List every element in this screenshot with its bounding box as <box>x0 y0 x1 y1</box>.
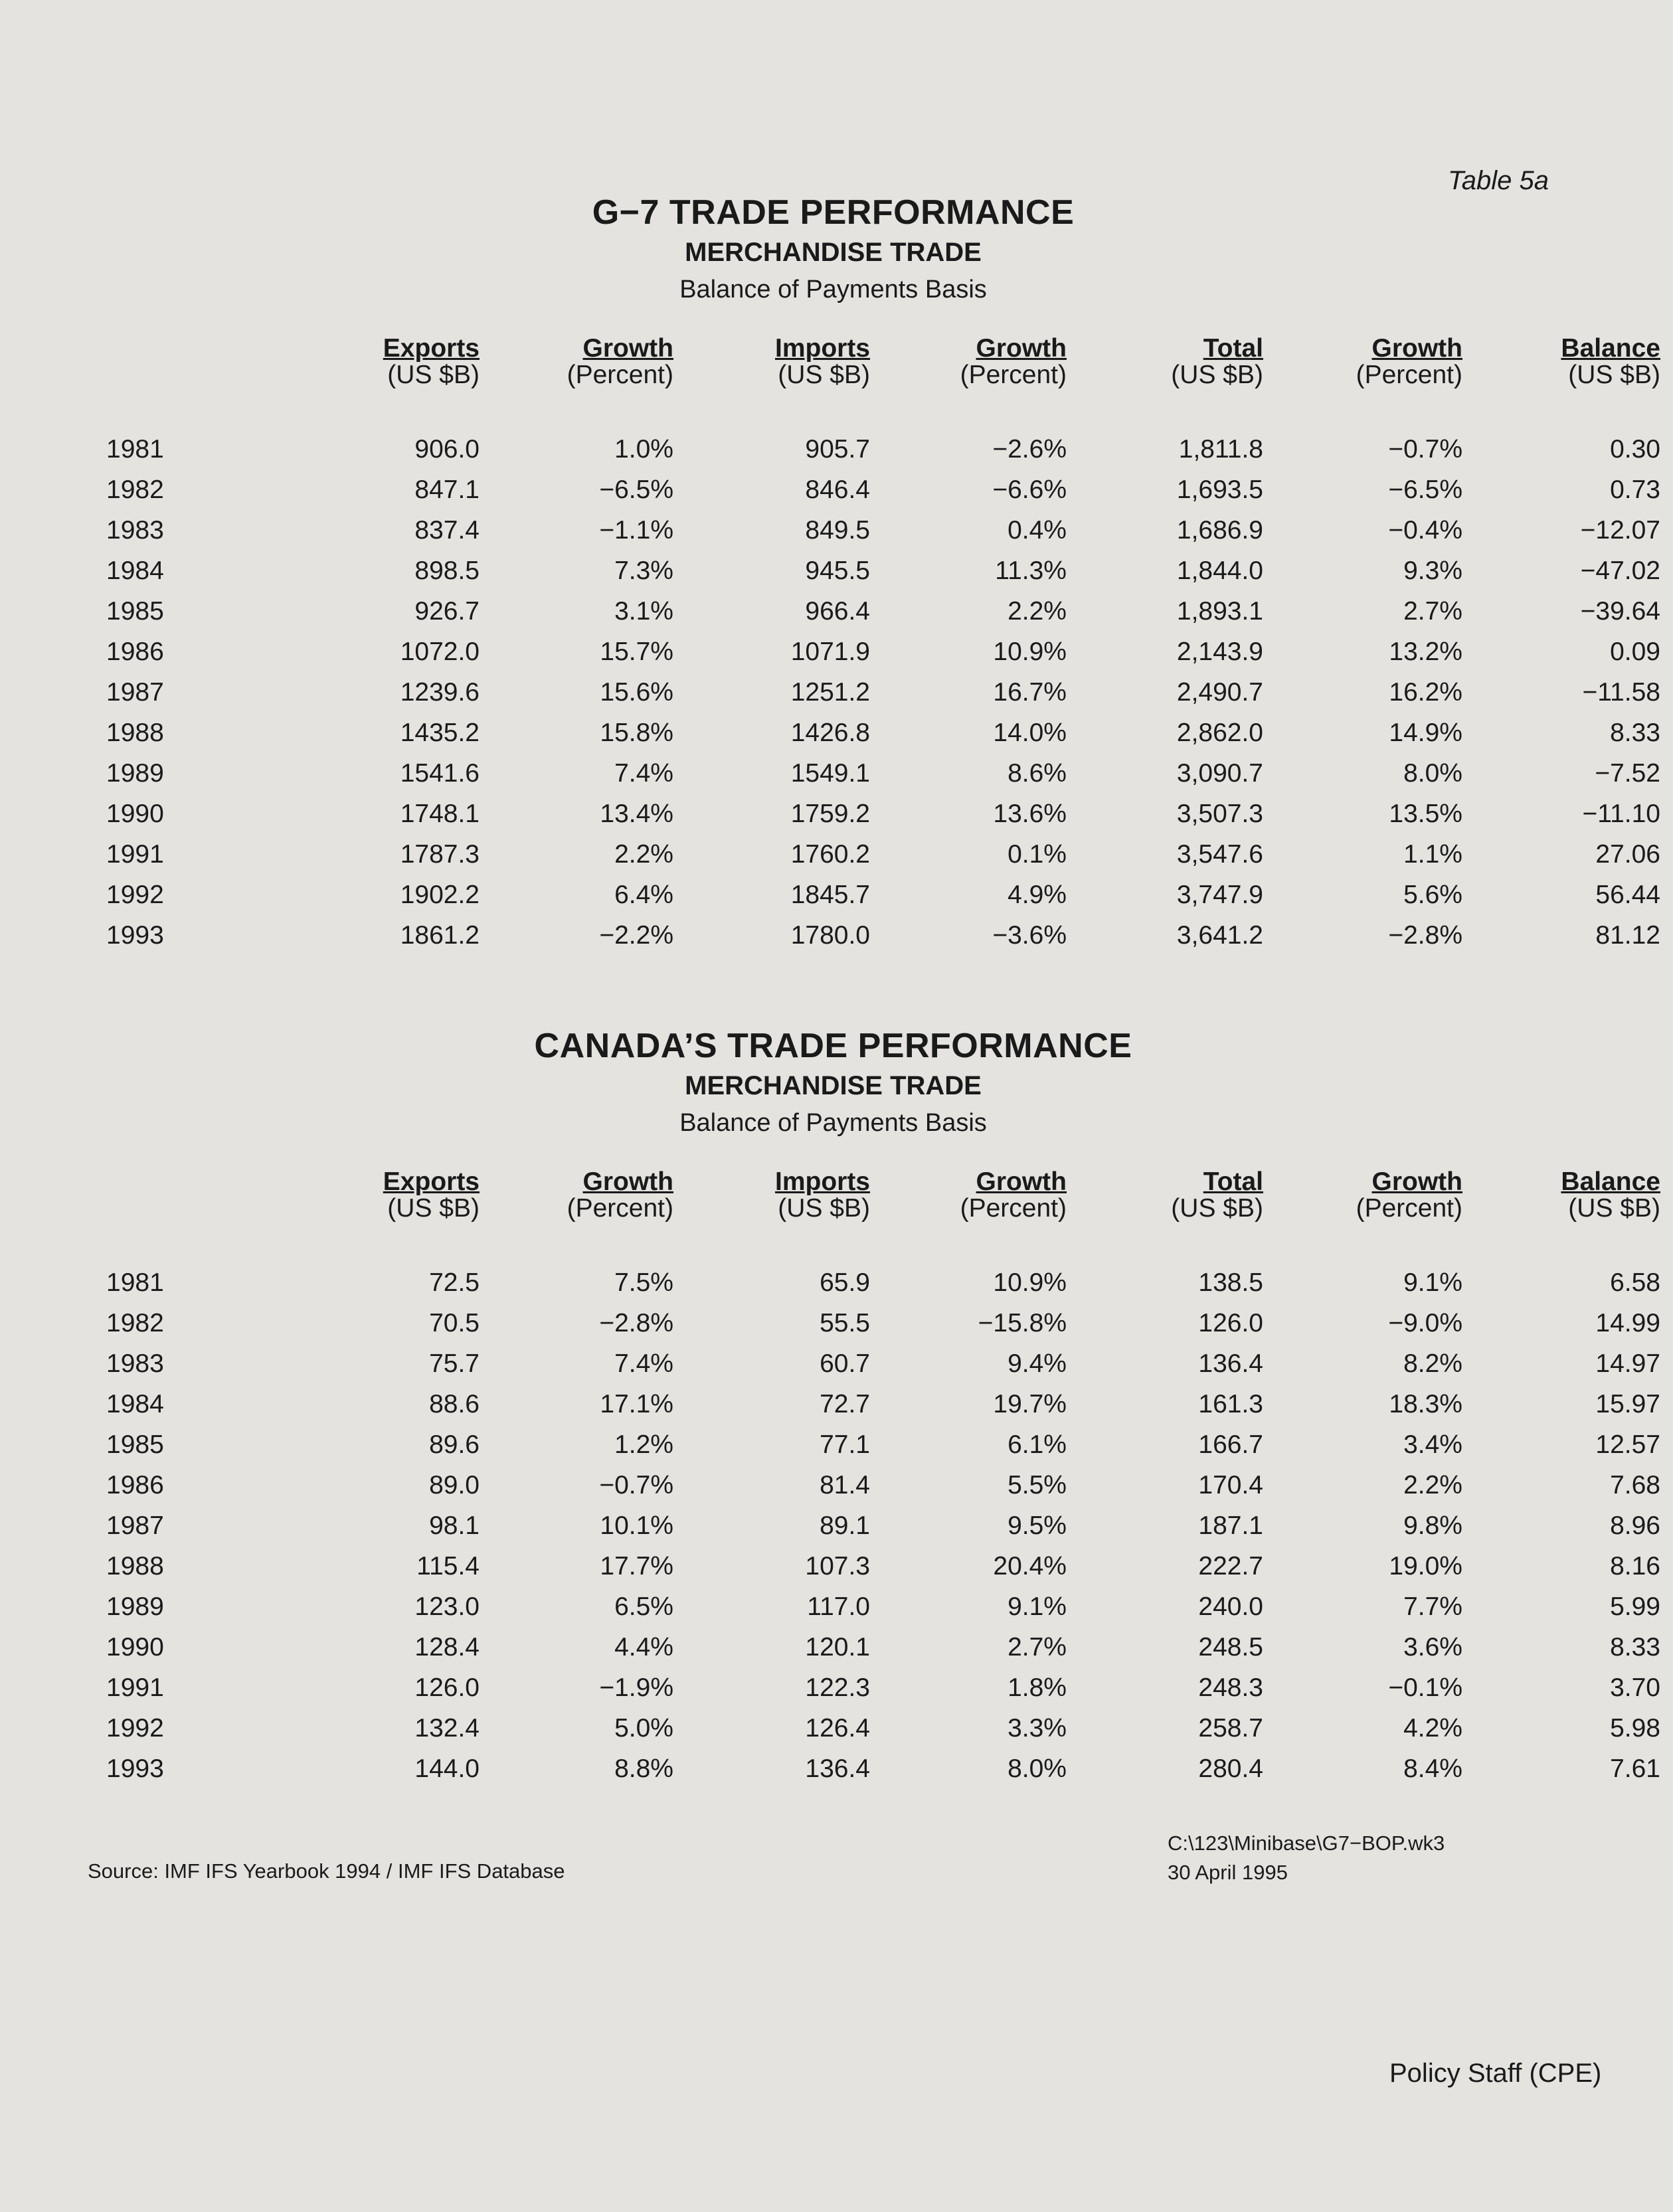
table-row <box>106 1586 1660 1627</box>
table-cell: 12.57 <box>1595 1430 1660 1459</box>
table-cell: 846.4 <box>805 475 870 504</box>
row-year: 1992 <box>106 880 164 909</box>
table-cell: 0.4% <box>1008 515 1067 545</box>
table-cell: 81.4 <box>820 1470 870 1499</box>
table-cell: 16.2% <box>1389 677 1462 707</box>
table-cell: 1,693.5 <box>1176 475 1263 504</box>
row-year: 1988 <box>106 1551 164 1580</box>
table-cell: −9.0% <box>1388 1308 1462 1337</box>
table-cell: 847.1 <box>414 475 480 504</box>
table-cell: 170.4 <box>1198 1470 1263 1499</box>
g7-title: G−7 TRADE PERFORMANCE <box>592 193 1075 232</box>
table-cell: −3.6% <box>992 920 1067 950</box>
table-cell: 1071.9 <box>790 637 870 666</box>
canada-table <box>106 1169 1660 1789</box>
table-cell: 14.97 <box>1595 1349 1660 1378</box>
canada-header-row <box>106 1169 1660 1222</box>
table-cell: 9.8% <box>1403 1511 1462 1540</box>
table-cell: 123.0 <box>414 1592 480 1621</box>
table-cell: 9.5% <box>1008 1511 1067 1540</box>
table-cell: 906.0 <box>414 434 480 464</box>
table-cell: 2,862.0 <box>1176 718 1263 747</box>
row-year: 1992 <box>106 1713 164 1743</box>
table-cell: 2.7% <box>1403 596 1462 626</box>
table-row <box>106 1424 1660 1465</box>
table-cell: −0.1% <box>1388 1673 1462 1702</box>
row-year: 1993 <box>106 1754 164 1783</box>
table-cell: 5.6% <box>1403 880 1462 909</box>
table-cell: 88.6 <box>429 1389 480 1418</box>
table-row <box>106 834 1660 875</box>
table-cell: 240.0 <box>1198 1592 1263 1621</box>
table-cell: −47.02 <box>1580 556 1660 585</box>
row-year: 1989 <box>106 758 164 788</box>
table-cell: 107.3 <box>805 1551 870 1580</box>
table-cell: 70.5 <box>429 1308 480 1337</box>
table-cell: 15.8% <box>600 718 673 747</box>
table-cell: 15.6% <box>600 677 673 707</box>
table-row <box>106 1343 1660 1384</box>
column-header-imports: Imports (US $B) <box>774 1167 870 1223</box>
table-cell: 7.4% <box>614 1349 673 1378</box>
table-cell: 222.7 <box>1198 1551 1263 1580</box>
table-cell: 1541.6 <box>400 758 480 788</box>
table-cell: 1,811.8 <box>1178 434 1263 464</box>
table-cell: 1748.1 <box>400 799 480 828</box>
g7-section <box>0 193 1673 304</box>
row-year: 1991 <box>106 1673 164 1702</box>
row-year: 1988 <box>106 718 164 747</box>
table-cell: 3,747.9 <box>1176 880 1263 909</box>
table-cell: 7.3% <box>614 556 673 585</box>
column-header-total: Total (US $B) <box>1171 1167 1263 1223</box>
column-header-export-growth: Growth (Percent) <box>567 1167 673 1223</box>
table-cell: 77.1 <box>820 1430 870 1459</box>
table-cell: 3.70 <box>1610 1673 1660 1702</box>
table-cell: 1,844.0 <box>1176 556 1263 585</box>
table-cell: 8.0% <box>1403 758 1462 788</box>
row-year: 1985 <box>106 596 164 626</box>
table-cell: 89.0 <box>429 1470 480 1499</box>
table-row <box>106 1384 1660 1424</box>
table-cell: −6.5% <box>599 475 673 504</box>
table-cell: 98.1 <box>429 1511 480 1540</box>
table-cell: 3,547.6 <box>1176 839 1263 869</box>
table-cell: 13.2% <box>1389 637 1462 666</box>
table-cell: 1759.2 <box>790 799 870 828</box>
table-cell: 115.4 <box>416 1551 480 1580</box>
table-cell: 7.68 <box>1610 1470 1660 1499</box>
table-cell: 1845.7 <box>790 880 870 909</box>
table-row <box>106 1262 1660 1303</box>
file-info <box>1168 1829 1445 1887</box>
canada-section <box>0 1026 1673 1138</box>
table-cell: 1760.2 <box>790 839 870 869</box>
table-cell: 13.5% <box>1389 799 1462 828</box>
table-row <box>106 632 1660 672</box>
table-cell: 8.8% <box>614 1754 673 1783</box>
source-note: Source: IMF IFS Yearbook 1994 / IMF IFS Database <box>88 1859 565 1883</box>
table-cell: 926.7 <box>414 596 480 626</box>
column-header-imports: Imports (US $B) <box>774 334 870 389</box>
table-cell: −6.6% <box>992 475 1067 504</box>
table-label: Table 5a <box>1448 166 1549 195</box>
row-year: 1983 <box>106 1349 164 1378</box>
table-cell: 5.98 <box>1610 1713 1660 1743</box>
table-cell: 1902.2 <box>400 880 480 909</box>
table-cell: −0.7% <box>599 1470 673 1499</box>
table-cell: 8.2% <box>1403 1349 1462 1378</box>
table-row <box>106 1546 1660 1586</box>
table-cell: −1.9% <box>599 1673 673 1702</box>
table-cell: 132.4 <box>414 1713 480 1743</box>
column-header-export-growth: Growth (Percent) <box>567 334 673 389</box>
row-year: 1989 <box>106 1592 164 1621</box>
footer-label: Policy Staff (CPE) <box>1389 2059 1602 2088</box>
file-date: 30 April 1995 <box>1168 1861 1288 1884</box>
table-cell: 17.7% <box>600 1551 673 1580</box>
table-row <box>106 1708 1660 1748</box>
table-cell: 8.96 <box>1610 1511 1660 1540</box>
table-cell: −0.7% <box>1388 434 1462 464</box>
table-cell: 1435.2 <box>400 718 480 747</box>
table-cell: 7.7% <box>1403 1592 1462 1621</box>
table-cell: −2.2% <box>599 920 673 950</box>
column-header-exports: Exports (US $B) <box>383 1167 480 1223</box>
table-cell: 161.3 <box>1198 1389 1263 1418</box>
table-cell: 11.3% <box>995 556 1067 585</box>
table-cell: 89.1 <box>820 1511 870 1540</box>
table-row <box>106 672 1660 713</box>
row-year: 1981 <box>106 1268 164 1297</box>
table-cell: 966.4 <box>805 596 870 626</box>
table-cell: 3,641.2 <box>1176 920 1263 950</box>
table-cell: −7.52 <box>1595 758 1660 788</box>
table-cell: 5.0% <box>614 1713 673 1743</box>
row-year: 1985 <box>106 1430 164 1459</box>
table-cell: 14.9% <box>1389 718 1462 747</box>
table-cell: 8.33 <box>1610 1632 1660 1661</box>
table-cell: 128.4 <box>414 1632 480 1661</box>
table-cell: 1239.6 <box>400 677 480 707</box>
table-cell: 0.73 <box>1610 475 1660 504</box>
table-cell: 837.4 <box>414 515 480 545</box>
table-cell: 8.6% <box>1008 758 1067 788</box>
g7-table <box>106 335 1660 956</box>
table-cell: 1549.1 <box>790 758 870 788</box>
table-cell: 14.0% <box>993 718 1067 747</box>
row-year: 1986 <box>106 1470 164 1499</box>
table-row <box>106 915 1660 956</box>
table-cell: 65.9 <box>820 1268 870 1297</box>
table-cell: 9.4% <box>1008 1349 1067 1378</box>
table-row <box>106 1303 1660 1343</box>
table-cell: 2,490.7 <box>1176 677 1263 707</box>
table-cell: 144.0 <box>414 1754 480 1783</box>
table-cell: 6.4% <box>614 880 673 909</box>
row-year: 1982 <box>106 1308 164 1337</box>
table-cell: 136.4 <box>1198 1349 1263 1378</box>
table-cell: 0.09 <box>1610 637 1660 666</box>
table-cell: 126.0 <box>414 1673 480 1702</box>
table-cell: 4.2% <box>1403 1713 1462 1743</box>
table-cell: 4.9% <box>1008 880 1067 909</box>
table-row <box>106 794 1660 834</box>
table-row <box>106 591 1660 632</box>
table-cell: 4.4% <box>614 1632 673 1661</box>
table-cell: 136.4 <box>805 1754 870 1783</box>
table-cell: 849.5 <box>805 515 870 545</box>
table-cell: 3,090.7 <box>1176 758 1263 788</box>
table-cell: 2,143.9 <box>1176 637 1263 666</box>
table-cell: 8.0% <box>1008 1754 1067 1783</box>
table-cell: 17.1% <box>600 1389 673 1418</box>
table-cell: −2.8% <box>599 1308 673 1337</box>
table-cell: −11.58 <box>1582 677 1660 707</box>
table-cell: 1787.3 <box>400 839 480 869</box>
row-year: 1993 <box>106 920 164 950</box>
canada-basis: Balance of Payments Basis <box>679 1109 987 1137</box>
table-cell: 7.5% <box>614 1268 673 1297</box>
table-cell: 89.6 <box>429 1430 480 1459</box>
table-row <box>106 1465 1660 1505</box>
table-cell: −2.8% <box>1388 920 1462 950</box>
table-cell: 5.5% <box>1008 1470 1067 1499</box>
table-cell: −0.4% <box>1388 515 1462 545</box>
table-cell: 60.7 <box>820 1349 870 1378</box>
column-header-total-growth: Growth (Percent) <box>1356 1167 1462 1223</box>
table-cell: 120.1 <box>805 1632 870 1661</box>
table-cell: 1,893.1 <box>1176 596 1263 626</box>
table-cell: 8.33 <box>1610 718 1660 747</box>
table-cell: 898.5 <box>414 556 480 585</box>
table-cell: 1251.2 <box>790 677 870 707</box>
table-cell: 8.4% <box>1403 1754 1462 1783</box>
g7-subtitle: MERCHANDISE TRADE <box>685 238 982 267</box>
table-cell: 122.3 <box>805 1673 870 1702</box>
table-cell: 10.9% <box>993 637 1067 666</box>
table-cell: 9.1% <box>1403 1268 1462 1297</box>
table-cell: 1.1% <box>1403 839 1462 869</box>
g7-header-row <box>106 335 1660 388</box>
table-row <box>106 1748 1660 1789</box>
table-cell: 1.2% <box>614 1430 673 1459</box>
table-row <box>106 469 1660 510</box>
table-cell: 1.0% <box>614 434 673 464</box>
table-cell: 5.99 <box>1610 1592 1660 1621</box>
table-row <box>106 510 1660 551</box>
table-cell: 0.1% <box>1008 839 1067 869</box>
table-cell: 13.4% <box>600 799 673 828</box>
table-cell: 905.7 <box>805 434 870 464</box>
canada-title: CANADA’S TRADE PERFORMANCE <box>534 1027 1132 1065</box>
table-cell: 3.6% <box>1403 1632 1462 1661</box>
table-cell: 3.1% <box>614 596 673 626</box>
file-path: C:\123\Minibase\G7−BOP.wk3 <box>1168 1831 1445 1855</box>
table-cell: 19.0% <box>1389 1551 1462 1580</box>
column-header-exports: Exports (US $B) <box>383 334 480 389</box>
table-cell: 2.2% <box>1403 1470 1462 1499</box>
table-cell: 1780.0 <box>790 920 870 950</box>
table-cell: 1426.8 <box>790 718 870 747</box>
table-cell: 258.7 <box>1198 1713 1263 1743</box>
row-year: 1986 <box>106 637 164 666</box>
row-year: 1984 <box>106 556 164 585</box>
table-row <box>106 753 1660 794</box>
table-cell: −15.8% <box>978 1308 1067 1337</box>
table-cell: 9.1% <box>1008 1592 1067 1621</box>
table-cell: 27.06 <box>1595 839 1660 869</box>
table-cell: 117.0 <box>807 1592 870 1621</box>
table-cell: 10.9% <box>993 1268 1067 1297</box>
table-cell: 1.8% <box>1008 1673 1067 1702</box>
row-year: 1987 <box>106 1511 164 1540</box>
canada-subtitle: MERCHANDISE TRADE <box>685 1071 982 1100</box>
table-cell: 19.7% <box>993 1389 1067 1418</box>
table-cell: 3,507.3 <box>1176 799 1263 828</box>
row-year: 1982 <box>106 475 164 504</box>
column-header-import-growth: Growth (Percent) <box>960 334 1067 389</box>
table-cell: 72.5 <box>429 1268 480 1297</box>
table-row <box>106 1505 1660 1546</box>
table-cell: 1,686.9 <box>1176 515 1263 545</box>
table-cell: −6.5% <box>1388 475 1462 504</box>
table-cell: 6.58 <box>1610 1268 1660 1297</box>
table-cell: 15.97 <box>1595 1389 1660 1418</box>
table-cell: 7.4% <box>614 758 673 788</box>
table-cell: −39.64 <box>1580 596 1660 626</box>
table-cell: 187.1 <box>1198 1511 1263 1540</box>
table-cell: 945.5 <box>805 556 870 585</box>
row-year: 1991 <box>106 839 164 869</box>
table-cell: 126.4 <box>805 1713 870 1743</box>
table-cell: −12.07 <box>1580 515 1660 545</box>
table-cell: 72.7 <box>820 1389 870 1418</box>
table-cell: 6.1% <box>1008 1430 1067 1459</box>
column-header-import-growth: Growth (Percent) <box>960 1167 1067 1223</box>
table-cell: 248.3 <box>1198 1673 1263 1702</box>
table-cell: 7.61 <box>1610 1754 1660 1783</box>
column-header-balance: Balance (US $B) <box>1561 334 1660 389</box>
table-cell: 248.5 <box>1198 1632 1263 1661</box>
table-row <box>106 551 1660 591</box>
table-cell: −2.6% <box>992 434 1067 464</box>
table-row <box>106 1627 1660 1667</box>
table-cell: 75.7 <box>429 1349 480 1378</box>
table-cell: 126.0 <box>1198 1308 1263 1337</box>
year-column-header <box>106 1169 179 1222</box>
table-cell: −1.1% <box>599 515 673 545</box>
table-cell: 2.7% <box>1008 1632 1067 1661</box>
table-cell: 1861.2 <box>400 920 480 950</box>
row-year: 1990 <box>106 1632 164 1661</box>
table-cell: 1072.0 <box>400 637 480 666</box>
column-header-balance: Balance (US $B) <box>1561 1167 1660 1223</box>
table-cell: 280.4 <box>1198 1754 1263 1783</box>
table-cell: 81.12 <box>1595 920 1660 950</box>
table-cell: 6.5% <box>614 1592 673 1621</box>
column-header-total: Total (US $B) <box>1171 334 1263 389</box>
table-row <box>106 713 1660 753</box>
table-cell: 8.16 <box>1610 1551 1660 1580</box>
table-cell: 18.3% <box>1389 1389 1462 1418</box>
table-cell: 16.7% <box>993 677 1067 707</box>
row-year: 1983 <box>106 515 164 545</box>
table-row <box>106 429 1660 469</box>
table-cell: 55.5 <box>820 1308 870 1337</box>
table-cell: 2.2% <box>1008 596 1067 626</box>
table-cell: 56.44 <box>1595 880 1660 909</box>
table-cell: 10.1% <box>600 1511 673 1540</box>
g7-basis: Balance of Payments Basis <box>679 276 987 303</box>
row-year: 1990 <box>106 799 164 828</box>
table-cell: −11.10 <box>1582 799 1660 828</box>
row-year: 1984 <box>106 1389 164 1418</box>
table-cell: 20.4% <box>993 1551 1067 1580</box>
row-year: 1981 <box>106 434 164 464</box>
table-cell: 13.6% <box>993 799 1067 828</box>
table-cell: 166.7 <box>1198 1430 1263 1459</box>
table-row <box>106 1667 1660 1708</box>
table-cell: 0.30 <box>1610 434 1660 464</box>
row-year: 1987 <box>106 677 164 707</box>
table-cell: 9.3% <box>1403 556 1462 585</box>
year-column-header <box>106 335 179 388</box>
table-cell: 14.99 <box>1595 1308 1660 1337</box>
table-cell: 3.4% <box>1403 1430 1462 1459</box>
column-header-total-growth: Growth (Percent) <box>1356 334 1462 389</box>
table-cell: 2.2% <box>614 839 673 869</box>
table-cell: 15.7% <box>600 637 673 666</box>
table-row <box>106 875 1660 915</box>
table-cell: 138.5 <box>1198 1268 1263 1297</box>
table-cell: 3.3% <box>1008 1713 1067 1743</box>
